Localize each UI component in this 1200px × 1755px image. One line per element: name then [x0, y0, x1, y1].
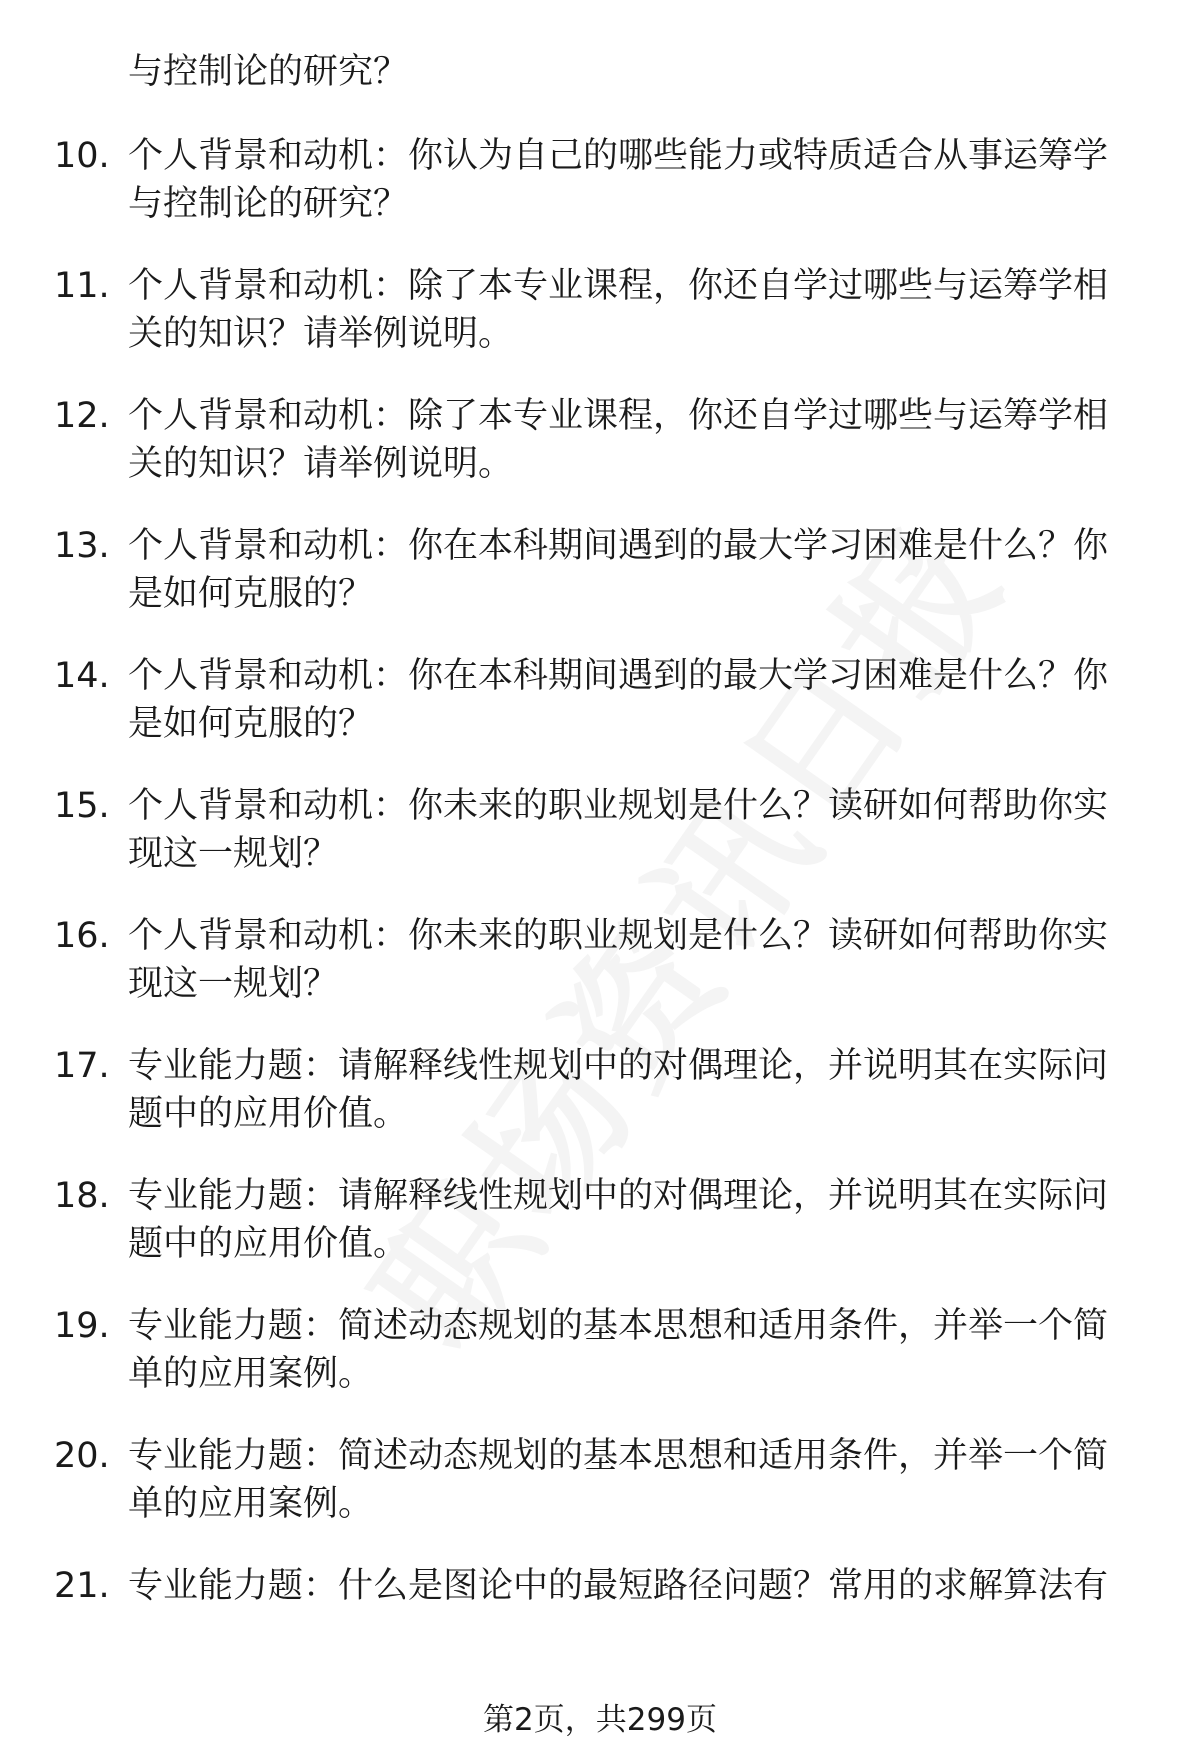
item-number: 12.	[54, 396, 110, 436]
page-footer: 第2页，共299页	[483, 1702, 717, 1738]
item-text-line1: 专业能力题：请解释线性规划中的对偶理论，并说明其在实际问	[128, 1176, 1109, 1216]
item-text-line1: 个人背景和动机：你认为自己的哪些能力或特质适合从事运筹学	[128, 136, 1109, 176]
continuation-line: 与控制论的研究？	[128, 52, 409, 92]
item-number: 14.	[54, 656, 110, 696]
item-text-line1: 个人背景和动机：除了本专业课程，你还自学过哪些与运筹学相	[128, 396, 1109, 436]
item-number: 10.	[54, 136, 110, 176]
item-text-line1: 专业能力题：请解释线性规划中的对偶理论，并说明其在实际问	[128, 1046, 1109, 1086]
item-text-line2: 现这一规划？	[128, 834, 339, 874]
item-text-line1: 个人背景和动机：你未来的职业规划是什么？读研如何帮助你实	[128, 916, 1109, 956]
item-text-line2: 是如何克服的？	[128, 704, 374, 744]
item-number: 15.	[54, 786, 110, 826]
item-number: 13.	[54, 526, 110, 566]
item-number: 16.	[54, 916, 110, 956]
item-text-line2: 题中的应用价值。	[128, 1224, 409, 1264]
item-text-line1: 个人背景和动机：你在本科期间遇到的最大学习困难是什么？你	[128, 656, 1109, 696]
item-text-line2: 与控制论的研究？	[128, 184, 409, 224]
item-text-line2: 关的知识？请举例说明。	[128, 314, 514, 354]
item-text-line1: 专业能力题：简述动态规划的基本思想和适用条件，并举一个简	[128, 1306, 1109, 1346]
item-text-line2: 单的应用案例。	[128, 1484, 374, 1524]
item-text-line1: 个人背景和动机：你在本科期间遇到的最大学习困难是什么？你	[128, 526, 1109, 566]
item-text-line2: 单的应用案例。	[128, 1354, 374, 1394]
item-text-line2: 关的知识？请举例说明。	[128, 444, 514, 484]
item-text-line2: 现这一规划？	[128, 964, 339, 1004]
item-text-line2: 是如何克服的？	[128, 574, 374, 614]
item-text-line1: 专业能力题：什么是图论中的最短路径问题？常用的求解算法有	[128, 1566, 1109, 1606]
item-number: 19.	[54, 1306, 110, 1346]
item-number: 20.	[54, 1436, 110, 1476]
item-text-line2: 题中的应用价值。	[128, 1094, 409, 1134]
item-text-line1: 个人背景和动机：你未来的职业规划是什么？读研如何帮助你实	[128, 786, 1109, 826]
item-text-line1: 专业能力题：简述动态规划的基本思想和适用条件，并举一个简	[128, 1436, 1109, 1476]
item-number: 17.	[54, 1046, 110, 1086]
item-text-line1: 个人背景和动机：除了本专业课程，你还自学过哪些与运筹学相	[128, 266, 1109, 306]
item-number: 21.	[54, 1566, 110, 1606]
item-number: 11.	[54, 266, 110, 306]
item-number: 18.	[54, 1176, 110, 1216]
